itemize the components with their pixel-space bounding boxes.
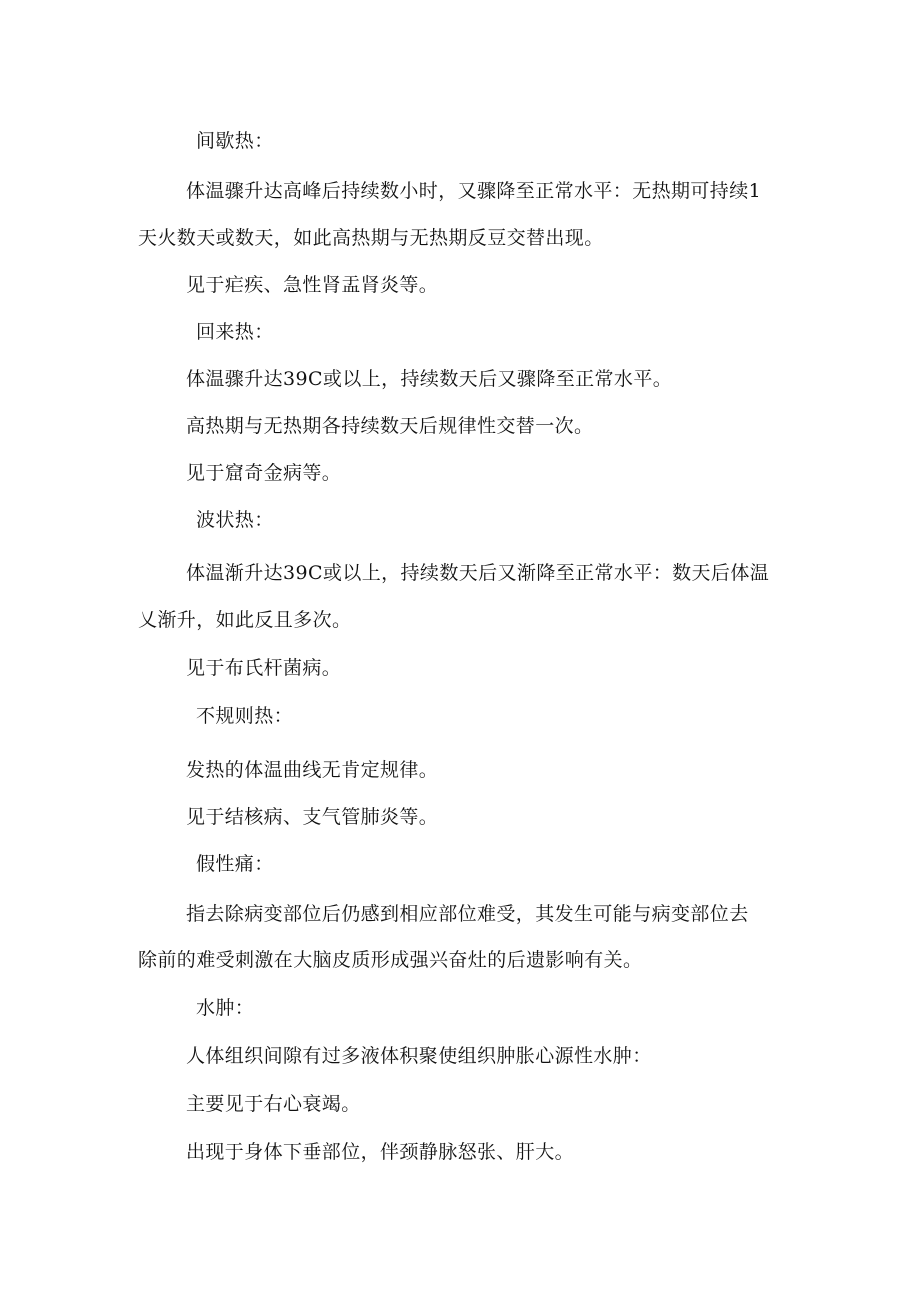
paragraph-line: 指去除病变部位后仍感到相应部位难受，其发生可能与病变部位去 — [186, 903, 749, 925]
paragraph-line: 体温渐升达39C或以上，持续数天后又渐降至正常水平：数天后体温 — [186, 562, 770, 584]
heading-undulant-fever: 波状热： — [196, 509, 274, 531]
paragraph-line: 见于疟疾、急性肾盂肾炎等。 — [186, 274, 439, 296]
paragraph-line: 天火数天或数天，如此高热期与无热期反豆交替出现。 — [138, 227, 604, 249]
heading-edema: 水肿： — [196, 997, 255, 1019]
heading-relapsing-fever: 回来热： — [196, 321, 274, 343]
heading-irregular-fever: 不规则热： — [196, 705, 294, 727]
paragraph-line: 见于窟奇金病等。 — [186, 462, 342, 484]
paragraph-line: 除前的难受刺激在大脑皮质形成强兴奋灶的后遗影响有关。 — [138, 949, 643, 971]
heading-intermittent-fever: 间歇热： — [196, 130, 274, 152]
paragraph-line: 高热期与无热期各持续数天后规律性交替一次。 — [186, 415, 594, 437]
paragraph-line: 主要见于右心衰竭。 — [186, 1093, 361, 1115]
paragraph-line: 体温骤升达39C或以上，持续数天后又骤降至正常水平。 — [186, 368, 673, 390]
heading-phantom-pain: 假性痛： — [196, 853, 274, 875]
paragraph-line: 发热的体温曲线无肯定规律。 — [186, 759, 439, 781]
paragraph-line: 乂渐升，如此反且多次。 — [138, 609, 352, 631]
paragraph-line: 见于布氏杆菌病。 — [186, 657, 342, 679]
paragraph-line: 人体组织间隙有过多液体积聚使组织肿胀心源性水肿： — [186, 1045, 652, 1067]
paragraph-line: 出现于身体下垂部位，伴颈静脉怒张、肝大。 — [186, 1141, 575, 1163]
paragraph-line: 体温骤升达高峰后持续数小时，又骤降至正常水平：无热期可持续1 — [186, 180, 762, 202]
paragraph-line: 见于结核病、支气管肺炎等。 — [186, 806, 439, 828]
